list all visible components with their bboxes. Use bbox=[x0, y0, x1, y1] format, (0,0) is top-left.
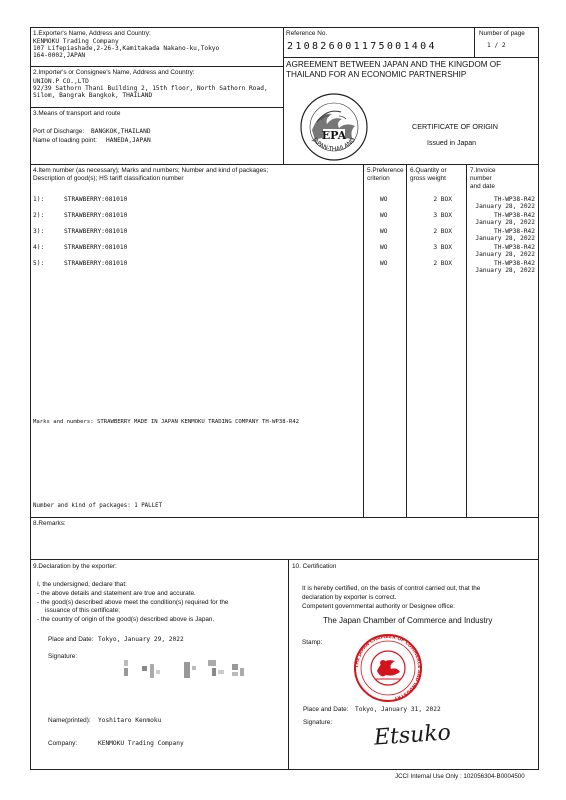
vline-col7 bbox=[466, 164, 467, 517]
hline-remarks-bottom bbox=[30, 559, 538, 560]
svg-text:EPA: EPA bbox=[321, 129, 347, 142]
certifier-signature: Etsuko bbox=[373, 720, 452, 751]
outer-bottom-border bbox=[30, 769, 538, 770]
packages: Number and kind of packages: 1 PALLET bbox=[33, 503, 163, 509]
exporter-signature-redacted bbox=[120, 656, 260, 692]
items-label-line2: Description of good(s); HS tariff classification number bbox=[33, 175, 184, 182]
declaration-point-1: - the above details and statement are true and accurate. bbox=[37, 590, 196, 597]
exporter-place-date-value: Tokyo, January 29, 2022 bbox=[98, 636, 184, 643]
item-quantity: 3 BOX bbox=[433, 212, 452, 219]
item-description: STRAWBERRY:081010 bbox=[64, 212, 128, 219]
name-printed-label: Name(printed): bbox=[48, 717, 91, 724]
reference-label: Reference No. bbox=[286, 30, 328, 37]
declaration-point-2b: issuance of this certificate; bbox=[45, 607, 120, 614]
outer-top-border bbox=[30, 27, 538, 28]
agreement-title-line2: THAILAND FOR AN ECONOMIC PARTNERSHIP bbox=[286, 70, 467, 79]
loading-value: HANEDA,JAPAN bbox=[106, 137, 151, 144]
svg-text:THE JAPAN CHAMBER OF COMMERCE: THE JAPAN CHAMBER OF COMMERCE AND INDUSTRY bbox=[354, 634, 422, 701]
exporter-signature-label: Signature: bbox=[48, 653, 78, 660]
exporter-name: KENMOKU Trading Company bbox=[33, 38, 119, 45]
agreement-title-line1: AGREEMENT BETWEEN JAPAN AND THE KINGDOM OF bbox=[286, 60, 502, 69]
item-date: January 28, 2022 bbox=[475, 203, 535, 210]
items-label-line1: 4.Item number (as necessary); Marks and numbers; Number and kind of packages; bbox=[33, 167, 269, 174]
epa-emblem-icon bbox=[299, 92, 369, 162]
certification-text-2: declaration by exporter is correct. bbox=[302, 594, 397, 601]
certifier-place-date-label: Place and Date: bbox=[303, 706, 349, 713]
item-number: 4): bbox=[33, 244, 45, 251]
item-number: 3): bbox=[33, 228, 45, 235]
marks-and-numbers: Marks and numbers: STRAWBERRY MADE IN JAPAN KENMOKU TRADING COMPANY TH-WP38-R42 bbox=[33, 419, 300, 425]
importer-label: 2.Importer's or Consignee's Name, Address and Country: bbox=[33, 69, 195, 76]
jcci-stamp bbox=[353, 633, 423, 703]
discharge-value: BANGKOK,THAILAND bbox=[91, 128, 151, 135]
authority-name: The Japan Chamber of Commerce and Industry bbox=[323, 616, 493, 625]
criterion-label-1: 5.Preference bbox=[367, 167, 404, 174]
declaration-point-3: - the country of origin of the good(s) described above is Japan. bbox=[37, 616, 215, 623]
importer-city: Silom, Bangrak Bangkok, THAILAND bbox=[33, 92, 153, 99]
exporter-place-date-label: Place and Date: bbox=[48, 636, 94, 643]
item-date: January 28, 2022 bbox=[475, 251, 535, 258]
criterion-label-2: criterion bbox=[367, 175, 390, 182]
page-label: Number of page bbox=[479, 30, 525, 37]
item-number: 1): bbox=[33, 196, 45, 203]
declaration-point-2a: - the good(s) described above meet the condition(s) required for the bbox=[37, 599, 229, 606]
reference-number: 210826001175001404 bbox=[287, 41, 437, 52]
item-number: 5): bbox=[33, 260, 45, 267]
vline-page-box bbox=[474, 27, 475, 57]
item-description: STRAWBERRY:081010 bbox=[64, 228, 128, 235]
vline-header-split bbox=[283, 27, 284, 164]
item-date: January 28, 2022 bbox=[475, 267, 535, 274]
company-value: KENMOKU Trading Company bbox=[98, 740, 184, 747]
remarks-label: 8.Remarks: bbox=[33, 520, 66, 527]
item-criterion: WO bbox=[380, 244, 388, 251]
importer-name: UNION.P CO.,LTD bbox=[33, 78, 89, 85]
discharge-label: Port of Discharge: bbox=[33, 128, 85, 135]
item-invoice: TH-WP38-R42 bbox=[494, 228, 535, 235]
item-date: January 28, 2022 bbox=[475, 235, 535, 242]
certification-text-3: Competent governmental authority or Designee office: bbox=[302, 603, 455, 610]
certifier-place-date-value: Tokyo, January 31, 2022 bbox=[355, 706, 441, 713]
declaration-label: 9.Declaration by the exporter: bbox=[33, 563, 117, 570]
item-date: January 28, 2022 bbox=[475, 219, 535, 226]
item-criterion: WO bbox=[380, 260, 388, 267]
vline-col6 bbox=[406, 164, 407, 517]
hline-box2-bottom bbox=[30, 107, 283, 108]
footer-internal-use: JCCI Internal Use Only : 102056304-B0004500 bbox=[395, 773, 525, 780]
item-quantity: 3 BOX bbox=[433, 244, 452, 251]
transport-label: 3.Means of transport and route bbox=[33, 110, 121, 117]
item-quantity: 2 BOX bbox=[433, 260, 452, 267]
exporter-postal: 164-0002,JAPAN bbox=[33, 52, 86, 59]
item-invoice: TH-WP38-R42 bbox=[494, 260, 535, 267]
item-description: STRAWBERRY:081010 bbox=[64, 244, 128, 251]
outer-left-border bbox=[30, 27, 31, 770]
invoice-label-2: number bbox=[470, 175, 492, 182]
item-invoice: TH-WP38-R42 bbox=[494, 244, 535, 251]
vline-col5 bbox=[363, 164, 364, 517]
declaration-intro: I, the undersigned, declare that: bbox=[37, 581, 127, 588]
vline-box9-box10 bbox=[288, 559, 289, 769]
item-description: STRAWBERRY:081010 bbox=[64, 196, 128, 203]
issued-in: Issued in Japan bbox=[427, 140, 477, 147]
certification-label: 10. Certification bbox=[292, 563, 337, 570]
item-invoice: TH-WP38-R42 bbox=[494, 196, 535, 203]
exporter-address: 107 Lifepiashade,2-26-3,Kamitakada Nakano-ku,Tokyo bbox=[33, 45, 220, 52]
exporter-label: 1.Exporter's Name, Address and Country: bbox=[33, 30, 151, 37]
stamp-label: Stamp: bbox=[302, 639, 323, 646]
jcci-stamp-icon bbox=[353, 633, 423, 703]
svg-text:JAPAN-THAILAND: JAPAN-THAILAND bbox=[310, 136, 358, 153]
certification-text-1: It is hereby certified, on the basis of control carried out, that the bbox=[302, 585, 481, 592]
item-number: 2): bbox=[33, 212, 45, 219]
certifier-signature-label: Signature: bbox=[303, 719, 333, 726]
hline-header-bottom bbox=[30, 164, 538, 165]
item-quantity: 2 BOX bbox=[433, 228, 452, 235]
item-description: STRAWBERRY:081010 bbox=[64, 260, 128, 267]
item-quantity: 2 BOX bbox=[433, 196, 452, 203]
item-criterion: WO bbox=[380, 196, 388, 203]
importer-address: 92/39 Sathorn Thani Building 2, 15th floor, North Sathorn Road, bbox=[33, 85, 268, 92]
quantity-label-1: 6.Quantity or bbox=[410, 167, 447, 174]
hline-ref-bottom bbox=[283, 57, 538, 58]
invoice-label-3: and date bbox=[470, 183, 495, 190]
hline-box1-bottom bbox=[30, 66, 283, 67]
epa-emblem bbox=[299, 92, 369, 162]
invoice-label-1: 7.Invoice bbox=[470, 167, 496, 174]
hline-items-bottom bbox=[30, 517, 538, 518]
quantity-label-2: gross weight bbox=[410, 175, 446, 182]
loading-label: Name of loading point: bbox=[33, 137, 97, 144]
page-value: 1 / 2 bbox=[487, 42, 506, 49]
certificate-title: CERTIFICATE OF ORIGIN bbox=[412, 122, 498, 131]
item-criterion: WO bbox=[380, 228, 388, 235]
item-invoice: TH-WP38-R42 bbox=[494, 212, 535, 219]
outer-right-border bbox=[538, 27, 539, 770]
company-label: Company: bbox=[48, 740, 78, 747]
item-criterion: WO bbox=[380, 212, 388, 219]
name-printed-value: Yoshitaro Kenmoku bbox=[98, 717, 162, 724]
